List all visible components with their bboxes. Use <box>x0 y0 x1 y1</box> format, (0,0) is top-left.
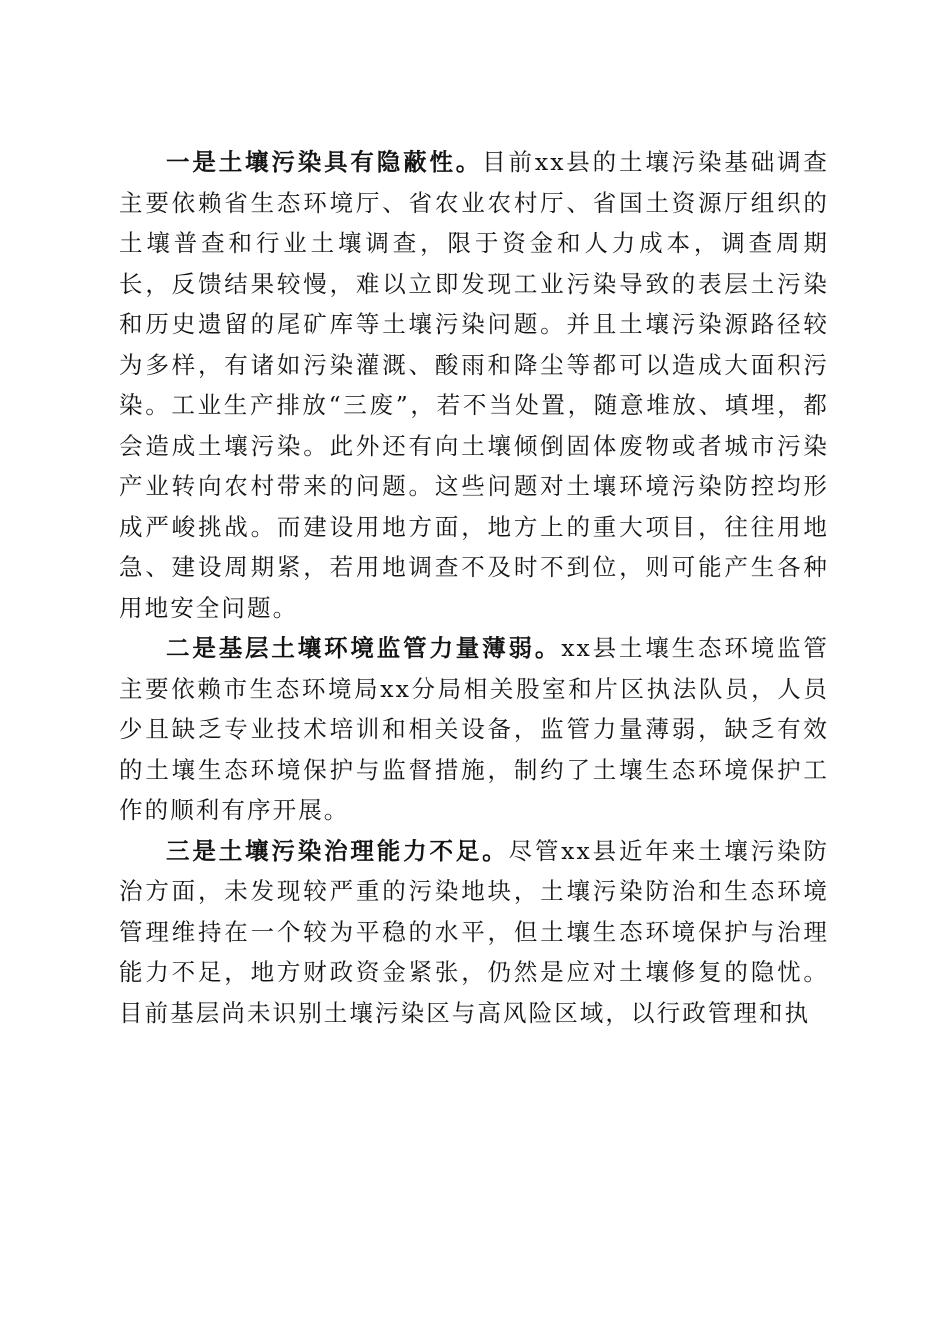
paragraph-lead: 一是土壤污染具有隐蔽性。 <box>166 148 483 176</box>
paragraph-text: xx县土壤生态环境监管主要依赖市生态环境局xx分局相关股室和片区执法队员，人员少且缺乏专业技术培训和相关设备，监管力量薄弱，缺乏有效的土壤生态环境保护与监督措施，制约了土壤生态环境保护工作的顺利有序开展。 <box>119 634 830 824</box>
paragraph-weak-supervision <box>119 628 829 831</box>
paragraph-text: 目前xx县的土壤污染基础调查主要依赖省生态环境厅、省农业农村厅、省国土资源厅组织的土壤普查和行业土壤调查，限于资金和人力成本，调查周期长，反馈结果较慢，难以立即发现工业污染导致的表层土污染和历史遗留的尾矿库等土壤污染问题。并且土壤污染源路径较为多样，有诸如污染灌溉、酸雨和降尘等都可以造成大面积污染。工业生产排放“三废”，若不当处置，随意堆放、填埋，都会造成土壤污染。此外还有向土壤倾倒固体废物或者城市污染产业转向农村带来的问题。这些问题对土壤环境污染防控均形成严峻挑战。而建设用地方面，地方上的重大项目，往往用地急、建设周期紧，若用地调查不及时不到位，则可能产生各种用地安全问题。 <box>119 148 830 622</box>
document-body <box>119 142 829 1033</box>
paragraph-soil-pollution-hidden <box>119 142 829 628</box>
paragraph-text: 尽管xx县近年来土壤污染防治方面，未发现较严重的污染地块，土壤污染防治和生态环境管理维持在一个较为平稳的水平，但土壤生态环境保护与治理能力不足，地方财政资金紧张，仍然是应对土壤修复的隐忧。目前基层尚未识别土壤污染区与高风险区域，以行政管理和执 <box>119 836 829 1027</box>
paragraph-lead: 三是土壤污染治理能力不足。 <box>166 836 509 865</box>
paragraph-insufficient-governance <box>119 831 829 1034</box>
paragraph-lead: 二是基层土壤环境监管力量薄弱。 <box>166 634 562 662</box>
